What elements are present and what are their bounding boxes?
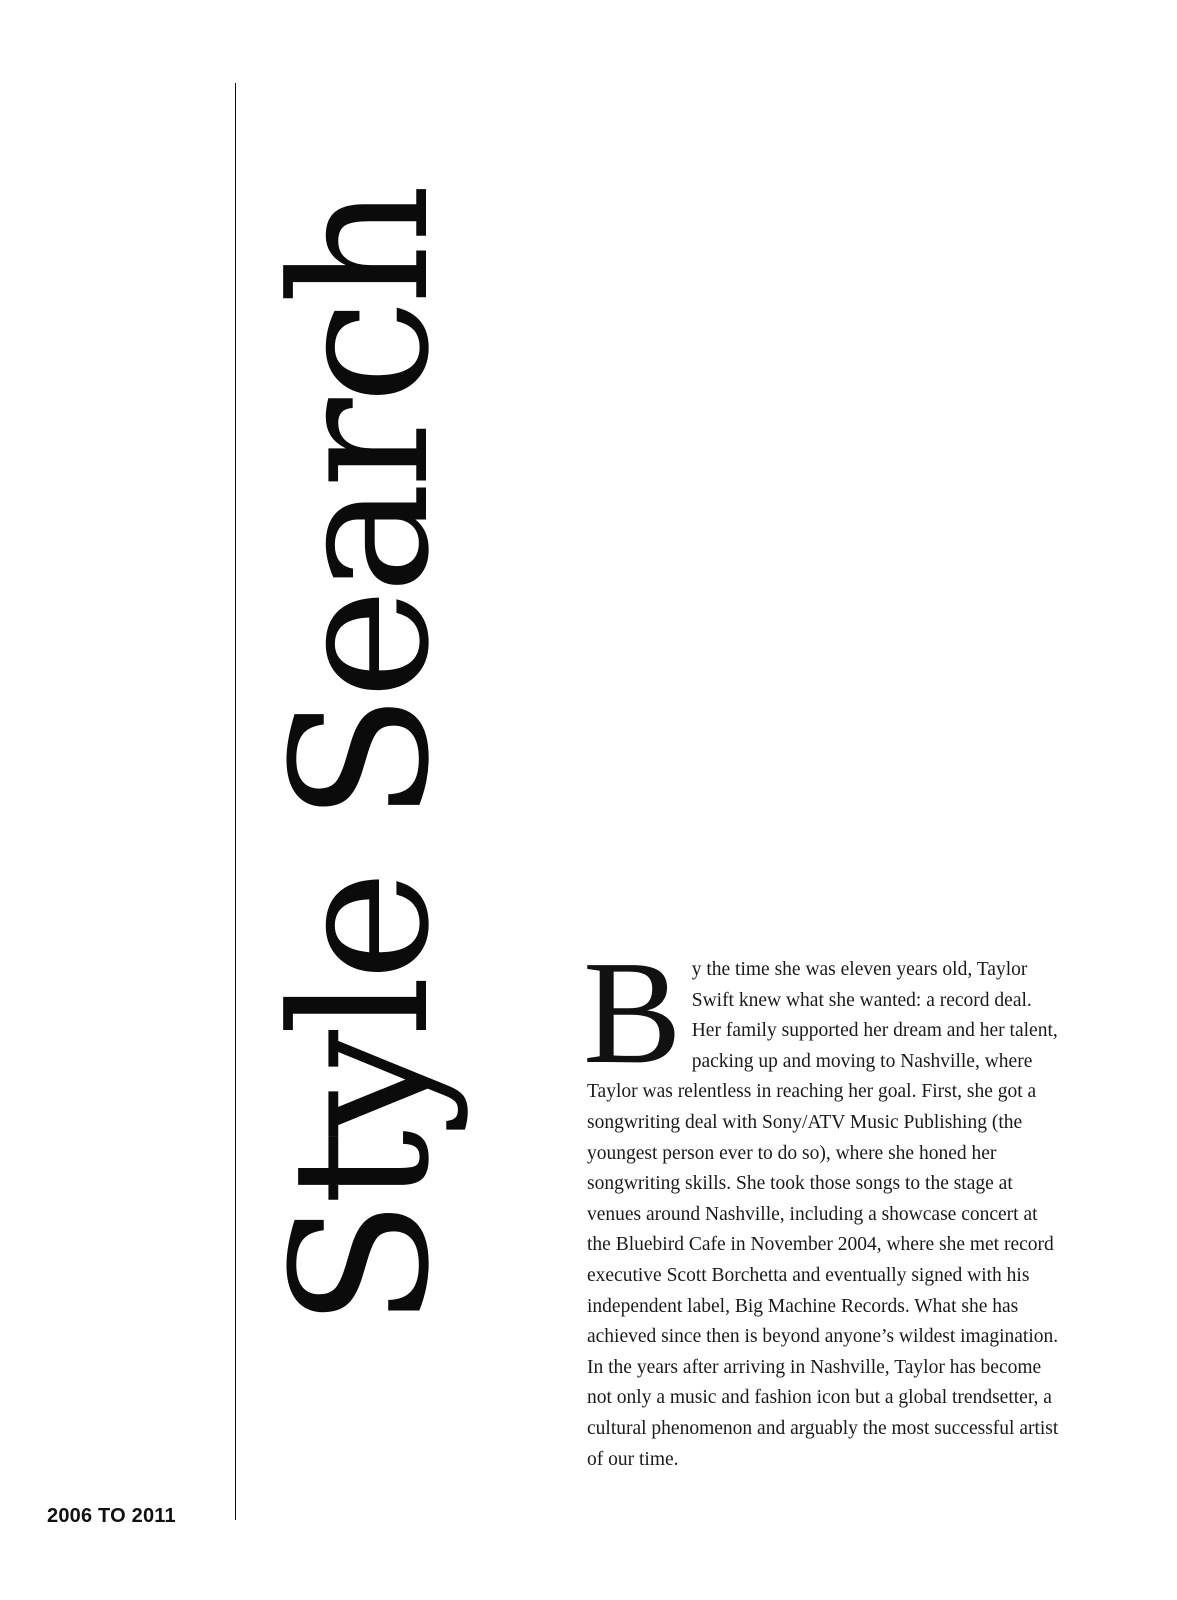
page-title: Style Search (252, 189, 471, 1328)
title-block (252, 83, 471, 1343)
drop-cap: B (583, 931, 682, 1095)
article-text: y the time she was eleven years old, Taylor Swift knew what she wanted: a record deal. Her family supported her dream and her talent, packing up and moving to Nashville, where Taylor was relentless in reaching her goal. First, she got a songwriting deal with Sony/ATV Music Publishing (the youngest person ever to do so), where she honed her songwriting skills. She took those songs to the stage at venues around Nashville, including a showcase concert at the Bluebird Cafe in November 2004, where she met record executive Scott Borchetta and eventually signed with his independent label, Big Machine Records. What she has achieved since then is beyond anyone’s wildest imagination. In the years after arriving in Nashville, Taylor has become not only a music and fashion icon but a global trendsetter, a cultural phenomenon and arguably the most successful artist of our time. (587, 959, 1059, 1470)
article-body (583, 931, 1060, 1475)
section-label: 2006 TO 2011 (47, 1505, 176, 1527)
vertical-rule (235, 83, 236, 1520)
